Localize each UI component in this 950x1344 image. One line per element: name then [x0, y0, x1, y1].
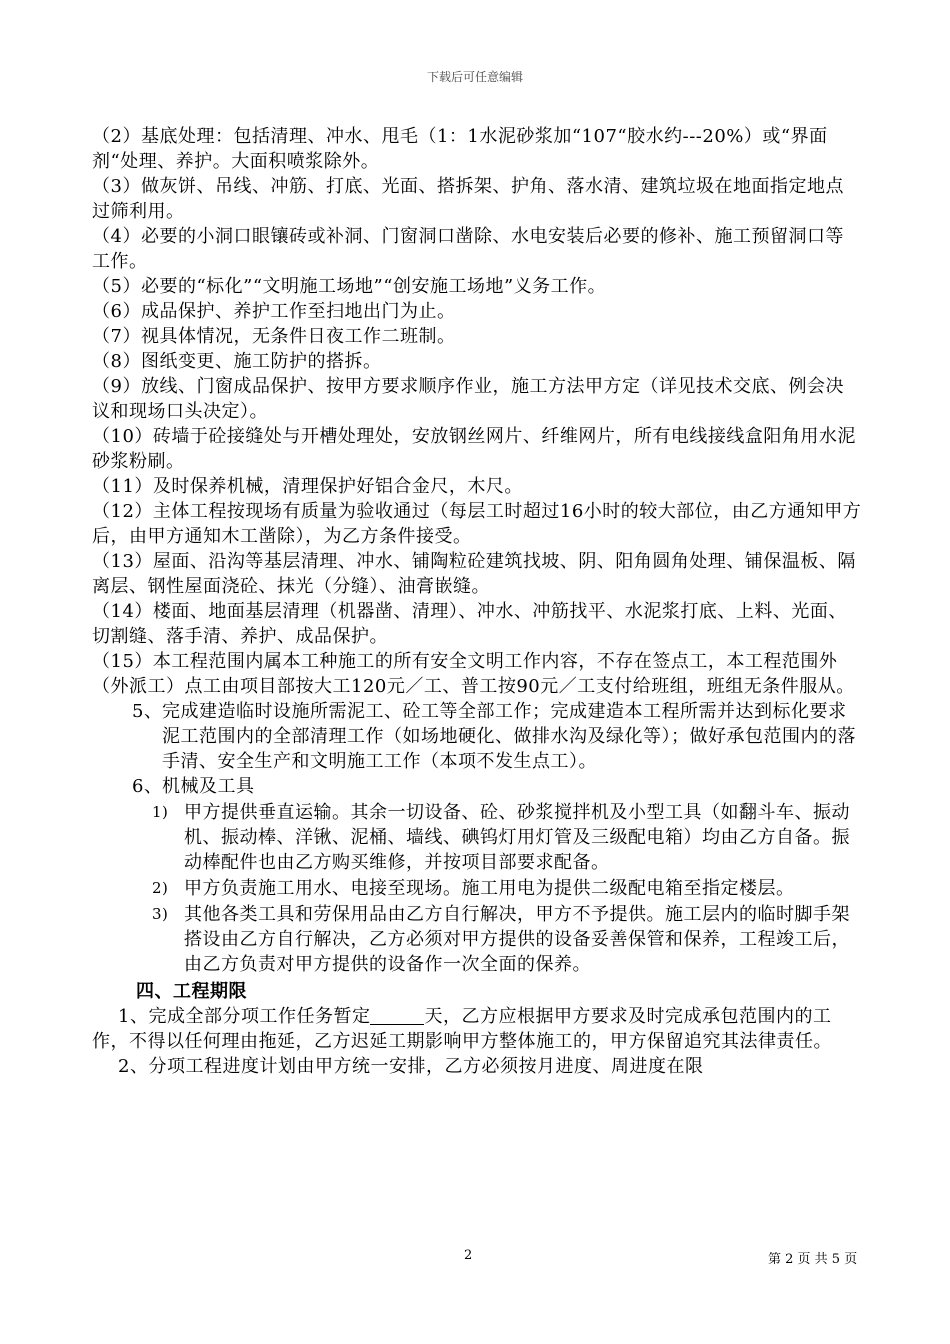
section-4-paragraph-1 — [92, 1004, 862, 1054]
item-5-text: 完成建造临时设施所需泥工、砼工等全部工作；完成建造本工程所需并达到标化要求泥工范围内的全部清理工作（如场地硬化、做排水沟及绿化等）；做好承包范围内的落手清、安全生产和文明施工工作（本项不发生点工）。 — [162, 701, 856, 772]
page-header: 下载后可任意编辑 — [426, 70, 523, 84]
clause-item: （8）图纸变更、施工防护的搭拆。 — [92, 351, 382, 372]
p1-before: 1、完成全部分项工作任务暂定 — [118, 1006, 371, 1027]
clause-item: （9）放线、门窗成品保护、按甲方要求顺序作业，施工方法甲方定（详见技术交底、例会决议和现场口头决定）。 — [92, 376, 844, 422]
clause-item: （11）及时保养机械，清理保护好铝合金尺，木尺。 — [92, 476, 523, 497]
footer-page-of: 第 2 页 共 5 页 — [768, 1252, 858, 1267]
item-5-number: 5、 — [132, 701, 163, 722]
clause-item: （10）砖墙于砼接缝处与开槽处理处，安放钢丝网片、纤维网片，所有电线接线盒阳角用水泥砂浆粉刷。 — [92, 426, 856, 472]
clause-item: （13）屋面、沿沟等基层清理、冲水、铺陶粒砼建筑找坡、阴、阳角圆角处理、铺保温板、隔离层、钢性屋面浇砼、抹光（分缝）、油膏嵌缝。 — [92, 551, 856, 597]
clause-item: （6）成品保护、养护工作至扫地出门为止。 — [92, 301, 456, 322]
clause-item: （7）视具体情况，无条件日夜工作二班制。 — [92, 326, 456, 347]
item-5 — [92, 699, 862, 774]
clause-item: （4）必要的小洞口眼镶砖或补洞、门窗洞口凿除、水电安装后必要的修补、施工预留洞口等工作。 — [92, 226, 844, 272]
clause-item: （3）做灰饼、吊线、冲筋、打底、光面、搭拆架、护角、落水清、建筑垃圾在地面指定地点过筛利用。 — [92, 176, 844, 222]
section-4-paragraph-2: 2、分项工程进度计划由甲方统一安排，乙方必须按月进度、周进度在限 — [118, 1056, 704, 1077]
sub-text: 甲方提供垂直运输。其余一切设备、砼、砂浆搅拌机及小型工具（如翻斗车、振动机、振动棒、洋锹、泥桶、墙线、碘钨灯用灯管及三级配电箱）均由乙方自备。振动棒配件也由乙方购买维修，并按项目部要求配备。 — [184, 802, 850, 873]
clause-item: （14）楼面、地面基层清理（机器凿、清理）、冲水、冲筋找平、水泥浆打底、上料、光面、切割缝、落手清、养护、成品保护。 — [92, 601, 847, 647]
blank-field[interactable] — [370, 1006, 424, 1025]
item-6-title: 机械及工具 — [162, 776, 255, 797]
item-6-sub-3 — [92, 902, 862, 977]
clause-item: （12）主体工程按现场有质量为验收通过（每层工时超过16小时的较大部位，由乙方通知甲方后，由甲方通知木工凿除），为乙方条件接受。 — [92, 501, 862, 547]
sub-number: 3) — [152, 905, 169, 923]
section-title: 四、工程期限 — [136, 981, 247, 1002]
clause-item: （15）本工程范围内属本工种施工的所有安全文明工作内容，不存在签点工，本工程范围外（外派工）点工由项目部按大工120元／工、普工按90元／工支付给班组，班组无条件服从。 — [92, 651, 855, 697]
document-body — [92, 124, 862, 1079]
footer-page-number: 2 — [464, 1248, 473, 1263]
item-6-sub-1 — [92, 800, 862, 875]
item-6 — [92, 774, 862, 799]
sub-number: 1) — [152, 803, 169, 821]
sub-text: 其他各类工具和劳保用品由乙方自行解决，甲方不予提供。施工层内的临时脚手架搭设由乙方自行解决，乙方必须对甲方提供的设备妥善保管和保养，工程竣工后，由乙方负责对甲方提供的设备作一次全面的保养。 — [184, 904, 850, 975]
sub-text: 甲方负责施工用水、电接至现场。施工用电为提供二级配电箱至指定楼层。 — [184, 878, 795, 899]
clause-item: （5）必要的“标化”“文明施工场地”“创安施工场地”义务工作。 — [92, 276, 607, 297]
clause-item: （2）基底处理：包括清理、冲水、甩毛（1：1水泥砂浆加“107“胶水约---20%）或“界面剂“处理、养护。大面积喷浆除外。 — [92, 126, 828, 172]
item-6-number: 6、 — [132, 776, 163, 797]
item-6-sub-2 — [92, 876, 862, 901]
sub-number: 2) — [152, 879, 169, 897]
p1-after: 天，乙方应根据甲方要求及时完成承包范围内的工作，不得以任何理由拖延，乙方迟延工期影响甲方整体施工的，甲方保留追究其法律责任。 — [92, 1006, 832, 1052]
